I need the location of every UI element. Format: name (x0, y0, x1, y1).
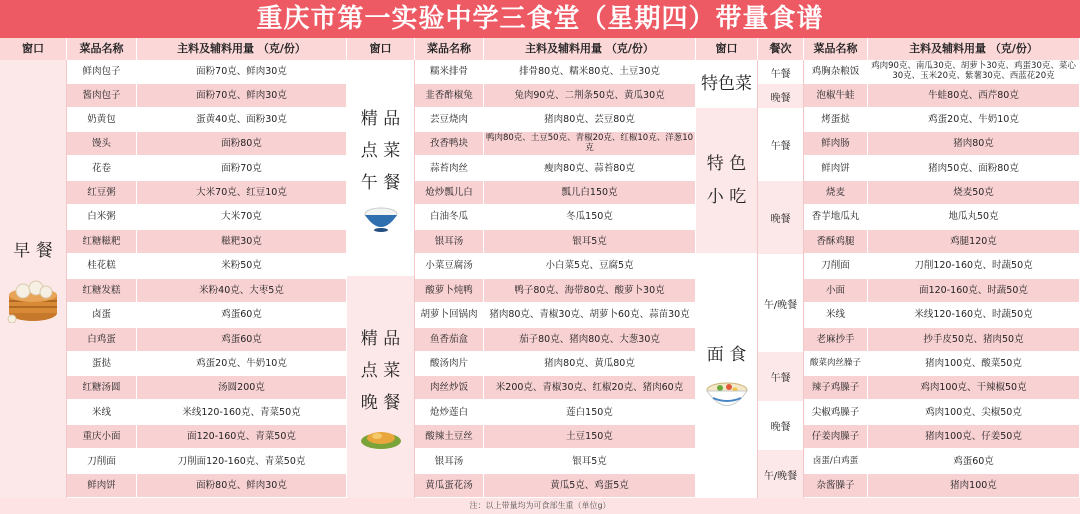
right-dish-3: 烤蛋挞 (804, 108, 868, 131)
page-title: 重庆市第一实验中学三食堂（星期四）带量食谱 (0, 0, 1080, 38)
breakfast-dish-16: 重庆小面 (67, 425, 137, 448)
right-ing-6: 烧麦50克 (868, 181, 1080, 204)
breakfast-ing-12: 鸡蛋60克 (137, 328, 347, 351)
window-premium-dinner (347, 276, 415, 498)
premium-ing-15: 莲白150克 (484, 401, 696, 424)
premium-dinner-label-2: 点 菜 (360, 360, 401, 381)
meal-dinner-3-label: 晚餐 (770, 422, 791, 433)
header-ingredients-1: 主料及辅料用量 （克/份） (137, 38, 347, 60)
header-meal: 餐次 (758, 38, 804, 60)
breakfast-dish-17: 刀削面 (67, 450, 137, 473)
breakfast-ing-8: 糍粑30克 (137, 230, 347, 253)
meal-lunch-dinner-1-label: 午/晚餐 (763, 299, 798, 311)
right-ing-14: 鸡肉100克、干辣椒50克 (868, 376, 1080, 399)
meal-dinner-2-label: 晚餐 (770, 214, 791, 225)
right-ing-18: 猪肉100克 (868, 474, 1080, 497)
right-ing-2: 牛蛙80克、西芹80克 (868, 84, 1080, 107)
right-dish-4: 鲜肉肠 (804, 132, 868, 155)
noodle-bowl-icon (705, 378, 749, 412)
breakfast-ing-3: 蛋黄40克、面粉30克 (137, 108, 347, 131)
premium-dish-8: 银耳汤 (415, 230, 484, 253)
snack-label-1: 特 色 (706, 154, 747, 175)
breakfast-ing-14: 汤圆200克 (137, 376, 347, 399)
premium-dish-3: 芸豆烧肉 (415, 108, 484, 131)
right-ing-12: 抄手皮50克、猪肉50克 (868, 328, 1080, 351)
right-dish-17: 卤蛋/白鸡蛋 (804, 450, 868, 473)
header-dish-2: 菜品名称 (415, 38, 484, 60)
premium-ing-1: 排骨80克、糯米80克、土豆30克 (484, 60, 696, 83)
meal-lunch-dinner-1 (758, 254, 804, 352)
right-dish-14: 辣子鸡臊子 (804, 376, 868, 399)
breakfast-dish-18: 鲜肉饼 (67, 474, 137, 497)
right-dish-9: 刀削面 (804, 254, 868, 277)
right-ing-1: 鸡肉90克、南瓜30克、胡萝卜30克、鸡蛋30克、菜心30克、玉米20克、紫薯30克、西蓝花20克 (868, 60, 1080, 83)
premium-dish-17: 银耳汤 (415, 450, 484, 473)
window-noodle-label: 面 食 (706, 345, 747, 366)
premium-ing-3: 猪肉80克、芸豆80克 (484, 108, 696, 131)
breakfast-ing-9: 米粉50克 (137, 254, 347, 277)
premium-ing-5: 瘦肉80克、蒜苔80克 (484, 157, 696, 180)
right-ing-17: 鸡蛋60克 (868, 450, 1080, 473)
header-window-2: 窗口 (347, 38, 415, 60)
meal-dinner-3 (758, 401, 804, 450)
premium-ing-7: 冬瓜150克 (484, 205, 696, 228)
meal-lunch-dinner-2 (758, 450, 804, 498)
meal-lunch-3 (758, 352, 804, 401)
meal-lunch-1-label: 午餐 (770, 68, 791, 80)
premium-dish-10: 酸萝卜炖鸭 (415, 279, 484, 302)
breakfast-ing-2: 面粉70克、鲜肉30克 (137, 84, 347, 107)
right-ing-8: 鸡腿120克 (868, 230, 1080, 253)
right-ing-16: 猪肉100克、仔姜50克 (868, 425, 1080, 448)
premium-ing-17: 银耳5克 (484, 450, 696, 473)
breakfast-ing-4: 面粉80克 (137, 132, 347, 155)
breakfast-dish-8: 红糖糍粑 (67, 230, 137, 253)
breakfast-ing-17: 刀削面120-160克、青菜50克 (137, 450, 347, 473)
premium-dinner-label-1: 精 品 (360, 328, 401, 349)
premium-ing-9: 小白菜5克、豆腐5克 (484, 254, 696, 277)
premium-ing-4: 鸭肉80克、土豆50克、青椒20克、红椒10克、洋葱10克 (484, 132, 696, 155)
right-dish-5: 鲜肉饼 (804, 157, 868, 180)
premium-dish-12: 鱼香茄盒 (415, 328, 484, 351)
right-ing-15: 鸡肉100克、尖椒50克 (868, 401, 1080, 424)
premium-dish-6: 炝炒瓢儿白 (415, 181, 484, 204)
premium-ing-6: 瓢儿白150克 (484, 181, 696, 204)
window-special-dish (696, 60, 758, 108)
header-ingredients-3: 主料及辅料用量 （克/份） (868, 38, 1080, 60)
window-breakfast (0, 60, 67, 498)
premium-dish-1: 糯米排骨 (415, 60, 484, 83)
premium-dish-15: 炝炒莲白 (415, 401, 484, 424)
header-window-1: 窗口 (0, 38, 67, 60)
window-breakfast-label: 早 餐 (13, 240, 53, 261)
right-ing-13: 猪肉100克、酸菜50克 (868, 352, 1080, 375)
right-dish-15: 尖椒鸡臊子 (804, 401, 868, 424)
steamer-buns-icon (6, 273, 60, 323)
breakfast-dish-3: 奶黄包 (67, 108, 137, 131)
breakfast-ing-5: 面粉70克 (137, 157, 347, 180)
header-ingredients-2: 主料及辅料用量 （克/份） (484, 38, 696, 60)
meal-lunch-3-label: 午餐 (770, 373, 791, 384)
meal-dinner-2 (758, 181, 804, 254)
window-noodle (696, 253, 758, 498)
breakfast-dish-12: 白鸡蛋 (67, 328, 137, 351)
window-premium-lunch (347, 60, 415, 276)
premium-ing-18: 黄瓜5克、鸡蛋5克 (484, 474, 696, 497)
window-snack (696, 108, 758, 253)
premium-dish-16: 酸辣土豆丝 (415, 425, 484, 448)
premium-ing-13: 猪肉80克、黄瓜80克 (484, 352, 696, 375)
rice-bowl-icon (361, 205, 401, 233)
right-dish-12: 老麻抄手 (804, 328, 868, 351)
premium-ing-2: 兔肉90克、二荆条50克、黄瓜30克 (484, 84, 696, 107)
breakfast-dish-10: 红糖发糕 (67, 279, 137, 302)
right-ing-5: 猪肉50克、面粉80克 (868, 157, 1080, 180)
premium-lunch-label-2: 点 菜 (360, 140, 401, 161)
premium-ing-8: 银耳5克 (484, 230, 696, 253)
premium-ing-16: 土豆150克 (484, 425, 696, 448)
breakfast-dish-14: 红糖汤圆 (67, 376, 137, 399)
right-dish-10: 小面 (804, 279, 868, 302)
premium-dish-14: 肉丝炒饭 (415, 376, 484, 399)
breakfast-dish-5: 花卷 (67, 157, 137, 180)
premium-lunch-label-1: 精 品 (360, 108, 401, 129)
premium-ing-12: 茄子80克、猪肉80克、大葱30克 (484, 328, 696, 351)
premium-dish-5: 蒜苔肉丝 (415, 157, 484, 180)
right-dish-6: 烧麦 (804, 181, 868, 204)
right-dish-7: 香芋地瓜丸 (804, 205, 868, 228)
meal-dinner-1 (758, 84, 804, 108)
footer-note: 注：以上带量均为可食部生重（单位g） (0, 498, 1080, 514)
premium-dish-11: 胡萝卜回锅肉 (415, 303, 484, 326)
breakfast-ing-16: 面120-160克、青菜50克 (137, 425, 347, 448)
breakfast-ing-11: 鸡蛋60克 (137, 303, 347, 326)
meal-lunch-2-label: 午餐 (770, 141, 791, 152)
meal-dinner-1-label: 晚餐 (770, 92, 791, 104)
right-dish-2: 泡椒牛蛙 (804, 84, 868, 107)
breakfast-ing-18: 面粉80克、鲜肉30克 (137, 474, 347, 497)
breakfast-dish-11: 卤蛋 (67, 303, 137, 326)
breakfast-dish-9: 桂花糕 (67, 254, 137, 277)
premium-dinner-label-3: 晚 餐 (360, 393, 401, 414)
premium-dish-2: 韭香酢椒兔 (415, 84, 484, 107)
premium-dish-4: 孜香鸭块 (415, 132, 484, 155)
meal-lunch-1 (758, 60, 804, 84)
breakfast-dish-15: 米线 (67, 401, 137, 424)
header-dish-3: 菜品名称 (804, 38, 868, 60)
premium-ing-10: 鸭子80克、海带80克、酸萝卜30克 (484, 279, 696, 302)
snack-label-2: 小 吃 (706, 186, 747, 207)
right-ing-4: 猪肉80克 (868, 132, 1080, 155)
breakfast-dish-2: 酱肉包子 (67, 84, 137, 107)
premium-dish-7: 白油冬瓜 (415, 205, 484, 228)
premium-dish-9: 小菜豆腐汤 (415, 254, 484, 277)
breakfast-dish-13: 蛋挞 (67, 352, 137, 375)
right-dish-8: 香酥鸡腿 (804, 230, 868, 253)
premium-dish-18: 黄瓜蛋花汤 (415, 474, 484, 497)
right-ing-3: 鸡蛋20克、牛奶10克 (868, 108, 1080, 131)
breakfast-ing-10: 米粉40克、大枣5克 (137, 279, 347, 302)
window-special-dish-label: 特色菜 (701, 73, 752, 94)
breakfast-ing-6: 大米70克、红豆10克 (137, 181, 347, 204)
breakfast-dish-7: 白米粥 (67, 205, 137, 228)
breakfast-ing-1: 面粉70克、鲜肉30克 (137, 60, 347, 83)
right-ing-9: 刀削120-160克、时蔬50克 (868, 254, 1080, 277)
right-dish-16: 仔姜肉臊子 (804, 425, 868, 448)
meal-lunch-2 (758, 108, 804, 181)
meal-lunch-dinner-2-label: 午/晚餐 (763, 470, 798, 482)
right-dish-1: 鸡胸杂粮饭 (804, 60, 868, 83)
header-window-3: 窗口 (696, 38, 758, 60)
right-dish-11: 米线 (804, 303, 868, 326)
breakfast-dish-4: 馒头 (67, 132, 137, 155)
right-ing-10: 面120-160克、时蔬50克 (868, 279, 1080, 302)
right-dish-18: 杂酱臊子 (804, 474, 868, 497)
breakfast-ing-13: 鸡蛋20克、牛奶10克 (137, 352, 347, 375)
header-dish-1: 菜品名称 (67, 38, 137, 60)
right-dish-13: 酸菜肉丝臊子 (804, 352, 868, 375)
premium-ing-11: 猪肉80克、青椒30克、胡萝卜60克、蒜苗30克 (484, 303, 696, 326)
premium-lunch-label-3: 午 餐 (360, 173, 401, 194)
right-ing-11: 米线120-160克、时蔬50克 (868, 303, 1080, 326)
breakfast-dish-6: 红豆粥 (67, 181, 137, 204)
right-ing-7: 地瓜丸50克 (868, 205, 1080, 228)
premium-ing-14: 米200克、青椒30克、红椒20克、猪肉60克 (484, 376, 696, 399)
breakfast-ing-15: 米线120-160克、青菜50克 (137, 401, 347, 424)
premium-dish-13: 酸汤肉片 (415, 352, 484, 375)
breakfast-ing-7: 大米70克 (137, 205, 347, 228)
dish-plate-icon (359, 425, 403, 451)
breakfast-dish-1: 鲜肉包子 (67, 60, 137, 83)
